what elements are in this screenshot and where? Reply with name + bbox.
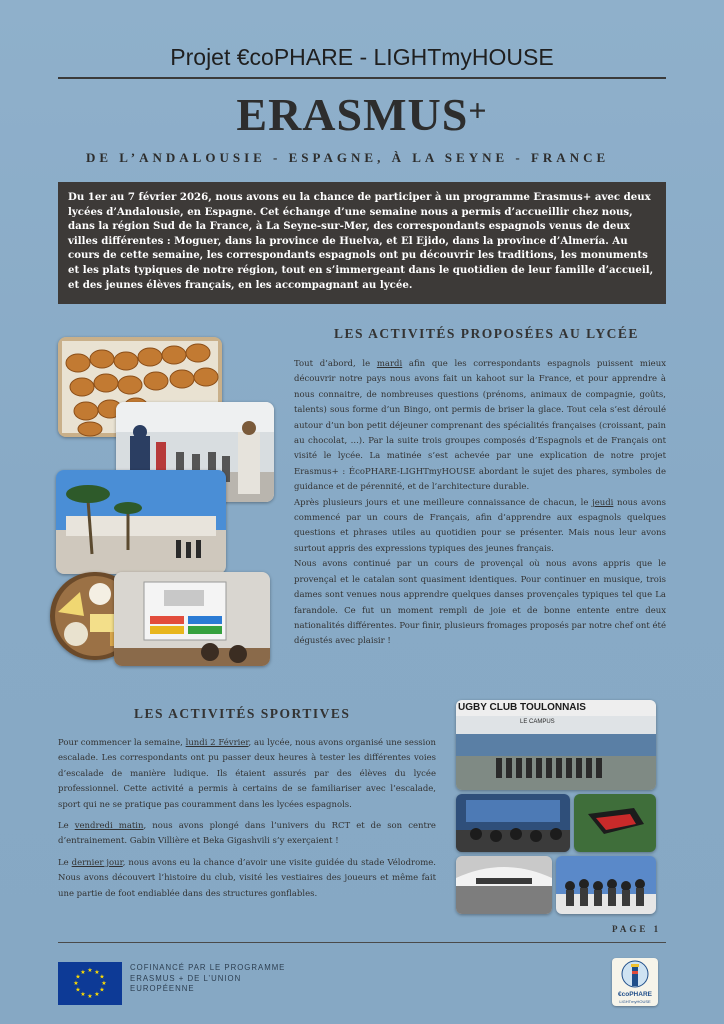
svg-text:★: ★ <box>75 973 81 981</box>
svg-text:★: ★ <box>101 980 107 987</box>
footer-divider <box>58 942 666 943</box>
svg-text:★: ★ <box>99 986 105 994</box>
sport-p1-a: Pour commencer la semaine, <box>58 738 186 748</box>
lycee-text <box>294 357 666 650</box>
sport-heading: LES ACTIVITÉS SPORTIVES <box>134 706 351 721</box>
eu-flag-icon <box>58 962 122 1005</box>
svg-text:★: ★ <box>80 969 86 976</box>
eu-line-2: ERASMUS + DE L’UNION <box>130 973 242 983</box>
main-title-plus: + <box>468 92 488 128</box>
eu-cofunding-text <box>130 963 285 995</box>
sport-p3-b: , nous avons eu la chance d’avoir une visite guidée du stade Vélodrome. Nous avons découvert l’histoire du club, visité les vestiaires des joueurs et même fait une partie de foot endiablée dans des structures gonflables. <box>58 857 436 899</box>
sport-p1-day: lundi 2 Février <box>185 738 249 748</box>
intro-text: Du 1er au 7 février 2026, nous avons eu la chance de participer à un programme Erasmus+ avec deux lycées d’Andalousie, en Espagne. Cet échange d’une semaine nous a permis d’accueillir chez nous, dans la région Sud de la France, à La Seyne-sur-Mer, des correspondants espagnols venus de deux villes différentes : Moguer, dans la province de Huelva, et El Ejido, dans la province d’Almería. Au cours de cette semaine, les correspondants espagnols ont pu découvrir les traditions, les monuments et les plats typiques de notre région, tout en s’immergeant dans le quotidien de leur famille d’accueil, et des jeunes élèves français, en les accompagnant au lycée. <box>68 191 654 291</box>
lycee-paragraph-1 <box>294 357 666 496</box>
sport-p2-b: , nous avons plongé dans l’univers du RCT et de son centre d’entrainement. Gabin Villière et Beka Gigashvili s’y exerçaient ! <box>58 821 436 847</box>
lycee-heading: LES ACTIVITÉS PROPOSÉES AU LYCÉE <box>334 326 639 341</box>
main-title-text: ERASMUS <box>236 89 469 140</box>
lycee-p1-day: mardi <box>376 359 403 369</box>
svg-text:★: ★ <box>80 991 86 998</box>
page-number: PAGE 1 <box>612 924 662 934</box>
sport-p2-a: Le <box>58 821 75 832</box>
sport-p1-b: , au lycée, nous avons organisé une session escalade. Les correspondants ont pu passer deux heures à tester les différentes voies d’escalade de manière ludique. Ils étaient assurés par des élèves du lycée professionnel. Cette activité a permis à certains de se familiariser avec l’escalade, sport qui ne se pratique pas couramment dans les lycées espagnols. <box>58 738 436 810</box>
lycee-p2-b: nous avons commencé par un cours de Français, afin d’apprendre aux espagnols quelques questions et phrases utiles au quotidien pour se présenter. Mais nous leur avons surtout appris des expressions typiques des jeunes français. <box>294 497 666 554</box>
project-title: Projet €coPHARE - LIGHTmyHOUSE <box>170 44 554 70</box>
svg-text:★: ★ <box>73 980 79 987</box>
svg-text:★: ★ <box>94 991 100 998</box>
campus-palms-photo <box>56 470 226 574</box>
campus-sign: LE CAMPUS <box>520 719 555 725</box>
svg-text:★: ★ <box>94 969 100 976</box>
kahoot-class-photo <box>114 572 270 666</box>
eu-line-3: EUROPÉENNE <box>130 984 195 993</box>
group-stadium-photo <box>556 856 656 914</box>
main-title <box>0 88 724 141</box>
lycee-p1-a: Tout d’abord, le <box>294 359 377 369</box>
lycee-p2-a: Après plusieurs jours et une meilleure connaissance de chacun, le <box>294 497 593 508</box>
lycee-paragraph-2 <box>294 496 666 558</box>
page-subtitle: DE L’ANDALOUSIE - ESPAGNE, À LA SEYNE - FRANCE <box>86 150 610 165</box>
svg-text:★: ★ <box>75 986 81 994</box>
svg-text:★: ★ <box>99 973 105 981</box>
sport-paragraph-3 <box>58 856 436 902</box>
rct-pitch-photo <box>574 794 656 852</box>
sport-paragraph-1 <box>58 736 436 813</box>
rugby-club-photo <box>456 700 656 790</box>
sport-p2-day: vendredi matin <box>74 821 144 832</box>
logo-name: €coPHARE <box>618 991 652 998</box>
rct-room-photo <box>456 794 570 852</box>
logo-subtitle: LIGHTmyHOUSE <box>619 999 651 1004</box>
rugby-sign: UGBY CLUB TOULONNAIS <box>458 702 586 713</box>
sport-paragraph-2 <box>58 819 436 850</box>
sport-text <box>58 736 436 902</box>
lycee-paragraph-3: Nous avons continué par un cours de provençal où nous avons appris que le provençal et le catalan sont quasiment identiques. Pour continuer en musique, trois dames sont venues nous apprendre quelques danses provençales typiques tel que La farandole. Ce fut un moment rempli de joie et de bonne entente entre deux nationalités différentes. Pour finir, plusieurs fromages proposés par notre chef ont été dégustés avec plaisir ! <box>294 559 666 647</box>
svg-text:★: ★ <box>87 967 93 974</box>
svg-text:★: ★ <box>87 993 93 1000</box>
sport-p3-day: dernier jour <box>71 857 123 868</box>
eu-line-1: COFINANCÉ PAR LE PROGRAMME <box>130 963 286 972</box>
velodrome-photo <box>456 856 552 914</box>
header-divider <box>58 77 666 79</box>
lycee-p1-b: afin que les correspondants espagnols puissent mieux découvrir notre pays nous avons fait un kahoot sur la France, et pour apprendre à nous connaitre, de nombreuses questions (prénoms, animaux de compagnie, goûts, talents) sous forme d’un Bingo, ont permis de briser la glace. Tout cela s’est déroulé autour d’un bon petit déjeuner comprenant des spécialités françaises (croissant, pain au chocolat, ...). Par la suite trois groupes composés d’Espagnols et de Français ont visité le lycée. La matinée s’est achevée par une explication de notre projet Erasmus+ : ÉcoPHARE-LIGHTmyHOUSE abordant le sujet des phares, symboles de guidance et de pérennité, et de l’architecture durable. <box>294 359 666 493</box>
lycee-p2-day: jeudi <box>592 497 614 508</box>
intro-box <box>58 182 666 304</box>
sport-p3-a: Le <box>58 857 72 868</box>
